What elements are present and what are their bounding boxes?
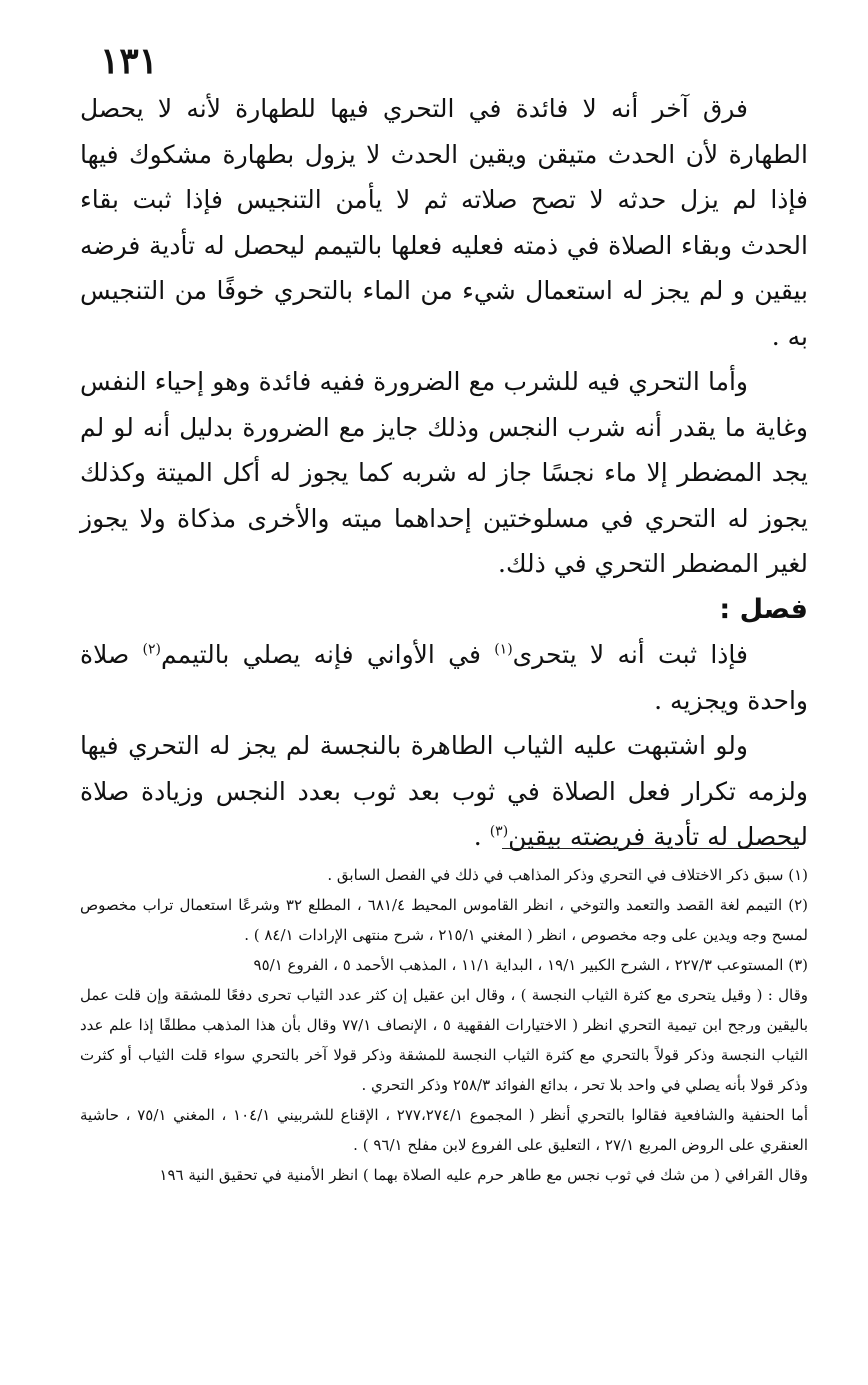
footnote-3-continued-a: وقال : ( وقيل يتحرى مع كثرة الثياب النجسة ) ، وقال ابن عقيل إن كثر عدد الثياب تحرى دفعًا للمشقة وإن قلت عمل باليقين ورجح ابن تيمية التحري انظر ( الاختيارات الفقهية ٥ ، الإنصاف ٧٧/١ وقال بأن هذا المذهب مطلقًا إذا علم عدد الثياب النجسة وذكر قولاً بالتحري مع كثرة الثياب النجسة للمشقة وذكر قولا آخر بالتحري سواء قلت الثياب أو كثرت وذكر قولا بأنه يصلي في واحد بلا تحر ، بدائع الفوائد ٢٥٨/٣ وذكر التحري . xyxy=(80,986,809,1094)
paragraph-3-text-a: فإذا ثبت أنه لا يتحرى xyxy=(512,640,748,669)
paragraph-4-text-a: ولو اشتبهت عليه الثياب الطاهرة بالنجسة لم يجز له التحري فيها ولزمه تكرار فعل الصلاة في ثوب بعد ثوب بعدد النجس وزيادة صلاة ليحصل له تأدية فريضته بيقين xyxy=(80,731,808,851)
main-text xyxy=(80,86,808,860)
footnote-ref-2: (٢) xyxy=(142,641,161,658)
footnote-2: (٢) التيمم لغة القصد والتعمد والتوخي ، انظر القاموس المحيط ٦٨١/٤ ، المطلع ٣٢ وشرعًا استعمال تراب مخصوص لمسح وجه ويدين على وجه مخصوص ، انظر ( المغني ٢١٥/١ ، شرح منتهى الإرادات ٨٤/١ ) . xyxy=(80,896,809,944)
page-number: ١٣١ xyxy=(100,40,159,82)
paragraph-2: وأما التحري فيه للشرب مع الضرورة ففيه فائدة وهو إحياء النفس وغاية ما يقدر أنه شرب النجس وذلك جايز مع الضرورة بدليل أنه لو لم يجد المضطر إلا ماء نجسًا جاز له شربه كما يجوز له أكل الميتة وكذلك يجوز له التحري في مسلوختين إحداهما ميته والأخرى مذكاة ولا يجوز لغير المضطر التحري في ذلك. xyxy=(80,367,808,578)
footnote-3-continued-c: وقال القرافي ( من شك في ثوب نجس مع طاهر حرم عليه الصلاة بهما ) انظر الأمنية في تحقيق النية ١٩٦ xyxy=(159,1166,808,1184)
paragraph-4-text-b: . xyxy=(473,822,490,851)
paragraph-1: فرق آخر أنه لا فائدة في التحري فيها للطهارة لأنه لا يحصل الطهارة لأن الحدث متيقن ويقين الحدث لا يزول بطهارة مشكوك فيها فإذا لم يزل حدثه لا تصح صلاته ثم لا يأمن التنجيس فإذا ثبت بقاء الحدث وبقاء الصلاة في ذمته فعليه فعلها بالتيمم ليحصل له تأدية فرضه بيقين و لم يجز له استعمال شيء من الماء بالتحري خوفًا من التنجيس به . xyxy=(80,94,808,351)
footnote-divider xyxy=(502,848,798,849)
footnotes xyxy=(80,860,808,1190)
paragraph-3-text-c: صلاة واحدة ويجزيه . xyxy=(80,640,808,715)
footnote-3: (٣) المستوعب ٢٢٧/٣ ، الشرح الكبير ١٩/١ ، البداية ١١/١ ، المذهب الأحمد ٥ ، الفروع ٩٥/١ xyxy=(253,956,808,974)
paragraph-4 xyxy=(80,723,808,860)
paragraph-3-text-b: في الأواني فإنه يصلي بالتيمم xyxy=(160,640,495,669)
footnote-ref-1: (١) xyxy=(494,641,513,658)
footnote-3-continued-b: أما الحنفية والشافعية فقالوا بالتحري أنظر ( المجموع ٢٧٧،٢٧٤/١ ، الإقناع للشربيني ١٠٤/١ ، المغني ٧٥/١ ، حاشية العنقري على الروض المربع ٢٧/١ ، التعليق على الفروع لابن مفلح ٩٦/١ ) . xyxy=(80,1106,808,1154)
footnote-1: (١) سبق ذكر الاختلاف في التحري وذكر المذاهب في ذلك في الفصل السابق . xyxy=(327,866,808,884)
paragraph-3 xyxy=(80,632,808,723)
section-heading: فصل : xyxy=(719,593,808,625)
footnote-ref-3: (٣) xyxy=(489,823,509,840)
